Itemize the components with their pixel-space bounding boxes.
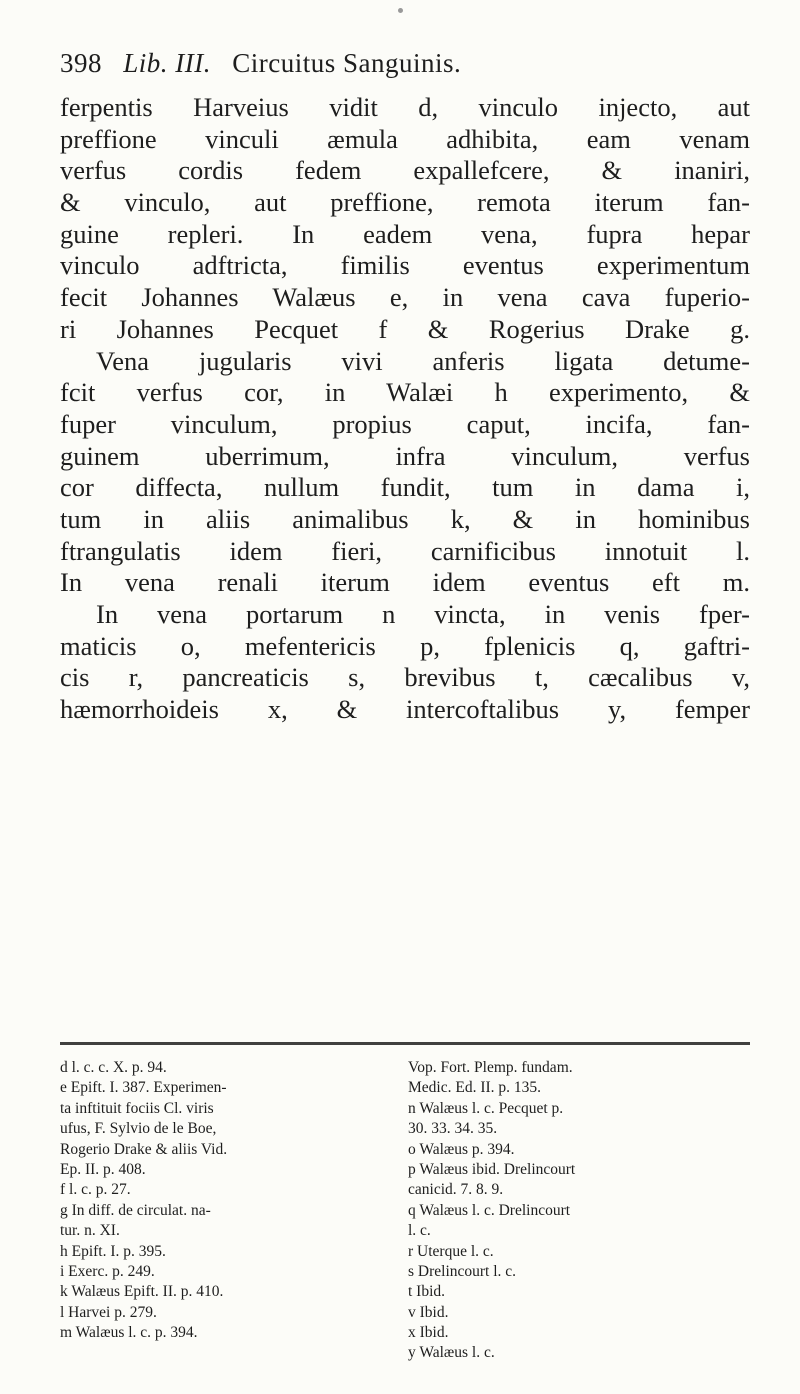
running-header [60,48,750,79]
footnote: g In diff. de circulat. na- [60,1201,211,1219]
footnote: e Epift. I. 387. Experimen- [60,1079,227,1097]
footnote: i Exerc. p. 249. [60,1262,155,1280]
text-line: preffione vinculi æmula adhibita, eam venam [60,123,750,154]
footnote: ufus, F. Sylvio de le Boe, [60,1120,217,1138]
page-number: 398 [60,48,102,78]
footnote: k Walæus Epift. II. p. 410. [60,1283,224,1301]
text-line: cor diffecta, nullum fundit, tum in dama i, [60,472,750,503]
footnote: h Epift. I. p. 395. [60,1242,166,1260]
text-line: hæmorrhoideis x, & intercoftalibus y, femper [60,694,750,725]
text-line: & vinculo, aut preffione, remota iterum fan- [60,187,750,218]
footnote: r Uterque l. c. [408,1242,494,1260]
main-text [60,92,750,726]
footnote: Medic. Ed. II. p. 135. [408,1079,542,1097]
footnote: s Drelincourt l. c. [408,1262,517,1280]
footnote: q Walæus l. c. Drelincourt [408,1201,571,1219]
text-line: guinem uberrimum, infra vinculum, verfus [60,440,750,471]
footnote: Vop. Fort. Plemp. fundam. [408,1059,573,1076]
footnote-rule [60,1042,750,1045]
footnote: Ep. II. p. 408. [60,1160,146,1178]
text-line: In vena renali iterum idem eventus eft m. [60,567,750,598]
footnote: Rogerio Drake & aliis Vid. [60,1140,228,1158]
text-line: guine repleri. In eadem vena, fupra hepar [60,218,750,249]
footnote: v Ibid. [408,1303,449,1321]
footnote: t Ibid. [408,1283,446,1301]
text-line: verfus cordis fedem expallefcere, & inaniri, [60,155,750,186]
footnote: l. c. [408,1222,431,1240]
footnote: 30. 33. 34. 35. [408,1120,498,1138]
footnote: p Walæus ibid. Drelincourt [408,1160,576,1178]
text-line: ri Johannes Pecquet f & Rogerius Drake g. [60,313,750,344]
text-line: In vena portarum n vincta, in venis fper- [96,599,750,629]
text-line: fecit Johannes Walæus e, in vena cava fuperio- [60,282,750,313]
book-label: Lib. III. [123,48,211,78]
footnote: f l. c. p. 27. [60,1181,131,1199]
text-line: tum in aliis animalibus k, & in hominibus [60,503,750,534]
text-line: ftrangulatis idem fieri, carnificibus innotuit l. [60,535,750,566]
page-mark-dot [398,8,403,13]
footnote: m Walæus l. c. p. 394. [60,1324,198,1342]
text-line: vinculo adftricta, fimilis eventus experimentum [60,250,750,281]
running-title: Circuitus Sanguinis. [232,48,462,78]
footnote: ta inftituit fociis Cl. viris [60,1099,214,1117]
footnote: l Harvei p. 279. [60,1303,157,1321]
text-line: maticis o, mefentericis p, fplenicis q, gaftri- [60,630,750,661]
footnotes-left-column [60,1058,390,1343]
text-line: cis r, pancreaticis s, brevibus t, cæcalibus v, [60,662,750,693]
footnote: tur. n. XI. [60,1222,120,1240]
footnote: x Ibid. [408,1324,449,1342]
footnote: n Walæus l. c. Pecquet p. [408,1099,564,1117]
text-line: fcit verfus cor, in Walæi h experimento, & [60,377,750,408]
footnote: y Walæus l. c. [408,1344,495,1362]
text-line: Vena jugularis vivi anferis ligata detume- [96,345,750,376]
footnote: d l. c. c. X. p. 94. [60,1059,167,1076]
text-line: fuper vinculum, propius caput, incifa, fan- [60,408,750,439]
footnotes-right-column [408,1058,748,1364]
footnote: o Walæus p. 394. [408,1140,515,1158]
footnote: canicid. 7. 8. 9. [408,1181,504,1199]
text-line: ferpentis Harveius vidit d, vinculo injecto, aut [60,92,750,122]
